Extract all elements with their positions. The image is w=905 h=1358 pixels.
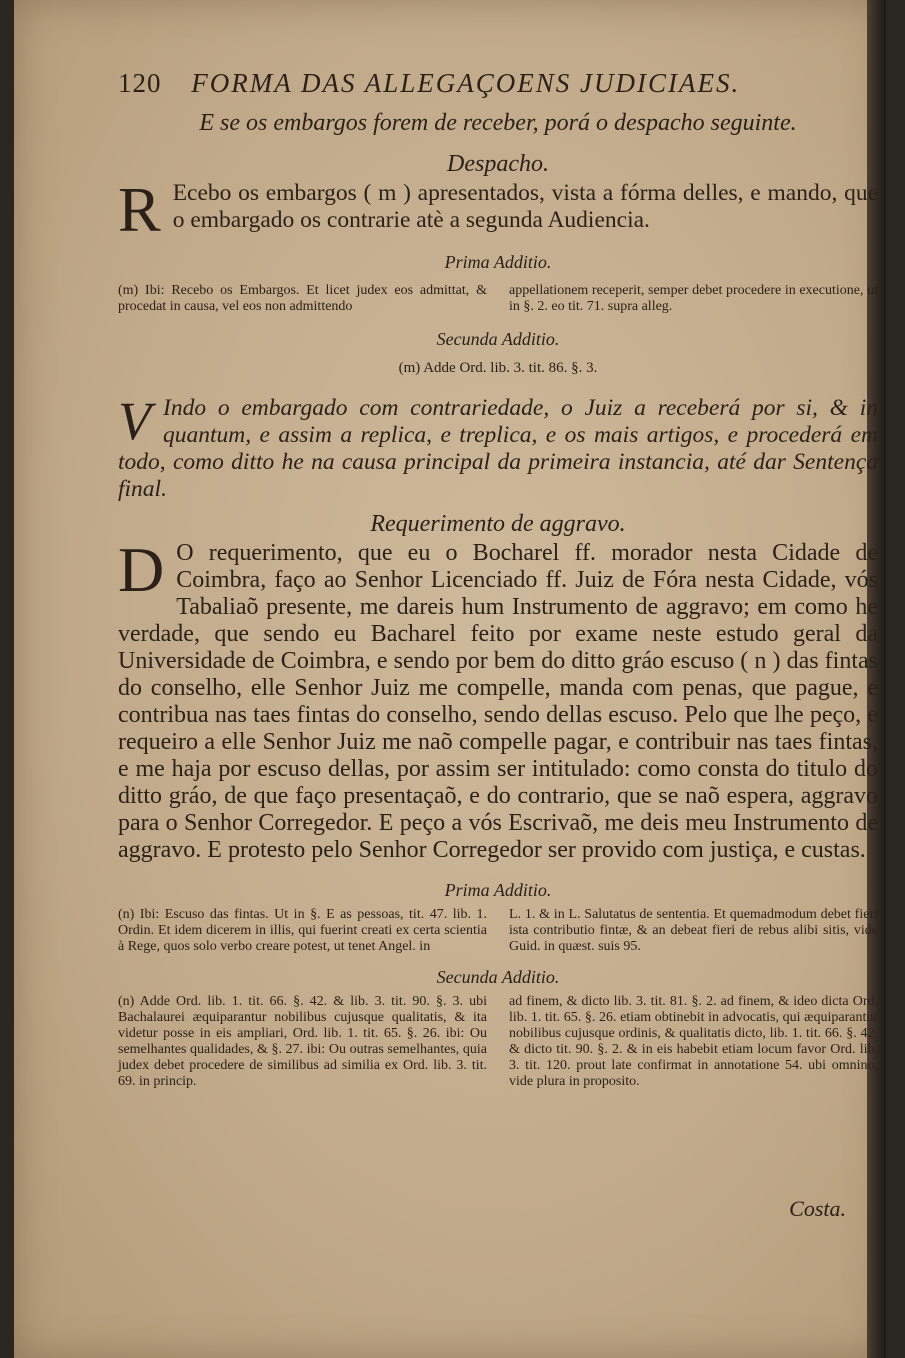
additio-notes: [118, 994, 878, 1090]
note-left: (n) Adde Ord. lib. 1. tit. 66. §. 42. & lib. 3. tit. 90. §. 3. ubi Bachalaurei æquiparantur nobilibus cujusque qualitatis, & ita videtur posse in eis ampliari, Ord. lib. 1. tit. 65. §. 26. ibi: Ou semelhantes qualidades, & §. 27. ibi: Ou outras semelhantes, quia judex debet procedere de similibus ad similia ex Ord. lib. 3. tit. 69. in princip.: [118, 994, 487, 1089]
page-number: 120: [118, 68, 162, 98]
despacho-text: Ecebo os embargos ( m ) apresentados, vista a fórma delles, e mando, que o embargado os contrarie atè a segunda Audiencia.: [172, 180, 878, 233]
additio-heading: Prima Additio.: [444, 252, 552, 272]
requerimento-paragraph: [118, 534, 878, 864]
running-header: [118, 68, 818, 99]
note-right: L. 1. & in L. Salutatus de sententia. Et quemadmodum debet fieri ista contributio fintæ, & an debeat fieri de rebus alibi sitis, vide Guid. in quæst. suis 95.: [509, 907, 878, 954]
note-right: ad finem, & dicto lib. 3. tit. 81. §. 2. ad finem, & ideo dicta Ord. lib. 1. tit. 65. §. 26. etiam obtinebit in advocatis, qui æquiparantur nobilibus cujusque ordinis, & qualitatis dicto, lib. 1. tit. 66. §. 42. & dicto tit. 90. §. 2. & in eis habebit etiam locum favor Ord. lib. 3. tit. 120. prout late confirmat in annotatione 54. ubi omnino, vide plura in proposito.: [509, 994, 878, 1089]
despacho-title: Despacho.: [447, 151, 549, 177]
running-title: FORMA DAS ALLEGAÇOENS JUDICIAES.: [191, 68, 741, 98]
note-left: (m) Ibi: Recebo os Embargos. Et licet judex eos admittat, & procedat in causa, vel eos non admittendo: [118, 283, 487, 314]
despacho-paragraph: [118, 174, 878, 245]
intro-line: E se os embargos forem de receber, porá o despacho seguinte.: [199, 110, 797, 136]
note-left: (n) Ibi: Escuso das fintas. Ut in §. E as pessoas, tit. 47. lib. 1. Ordin. Et idem dicerem in illis, qui fuerint creati ex certa scientia à Rege, quos solo verbo creare potest, ut tenet Angel. in: [118, 907, 487, 954]
additio-note: (m) Adde Ord. lib. 3. tit. 86. §. 3.: [398, 360, 598, 376]
additio-heading: Prima Additio.: [444, 880, 552, 900]
page-content: [118, 110, 878, 1090]
drop-cap: D: [118, 534, 165, 605]
book-page: [14, 0, 886, 1358]
vindo-text: Indo o embargado com contrariedade, o Juiz a receberá por si, & in quantum, e assim a replica, e treplica, e os mais artigos, e procederá em todo, como ditto he na causa principal da primeira instancia, até dar Sentença final.: [118, 395, 878, 502]
additio-notes: [118, 283, 878, 315]
vindo-paragraph: [118, 391, 878, 503]
note-right: appellationem receperit, semper debet procedere in executione, ut in §. 2. eo tit. 71. supra alleg.: [509, 283, 878, 314]
drop-cap: V: [118, 391, 151, 451]
catchword: Costa.: [789, 1196, 846, 1221]
requerimento-text: O requerimento, que eu o Bocharel ff. morador nesta Cidade de Coimbra, faço ao Senhor Licenciado ff. Juiz de Fóra nesta Cidade, vós Tabaliaõ presente, me dareis hum Instrumento de aggravo; em como he verdade, que sendo eu Bacharel feito por exame neste estudo geral da Universidade de Coimbra, e sendo por bem do ditto gráo escuso ( n ) das fintas do conselho, elle Senhor Juiz me compelle, manda com penas, que pague, e contribua nas taes fintas do conselho, sendo dellas escuso. Pelo que lhe peço, e requeiro a elle Senhor Juiz me naõ compelle pagar, e contribuir nas taes fintas, e me haja por escuso dellas, por assim ser intitulado: como consta do titulo do ditto gráo, de que faço presentaçaõ, e do contrario, que se naõ espera, aggravo para o Senhor Corregedor. E peço a vós Escrivaõ, me deis meu Instrumento de aggravo. E protesto pelo Senhor Corregedor ser provido com justiça, e custas.: [118, 540, 878, 863]
additio-notes: [118, 907, 878, 955]
additio-heading: Secunda Additio.: [436, 967, 560, 987]
additio-heading: Secunda Additio.: [436, 329, 560, 349]
drop-cap: R: [118, 174, 161, 245]
requerimento-title: Requerimento de aggravo.: [370, 511, 626, 537]
